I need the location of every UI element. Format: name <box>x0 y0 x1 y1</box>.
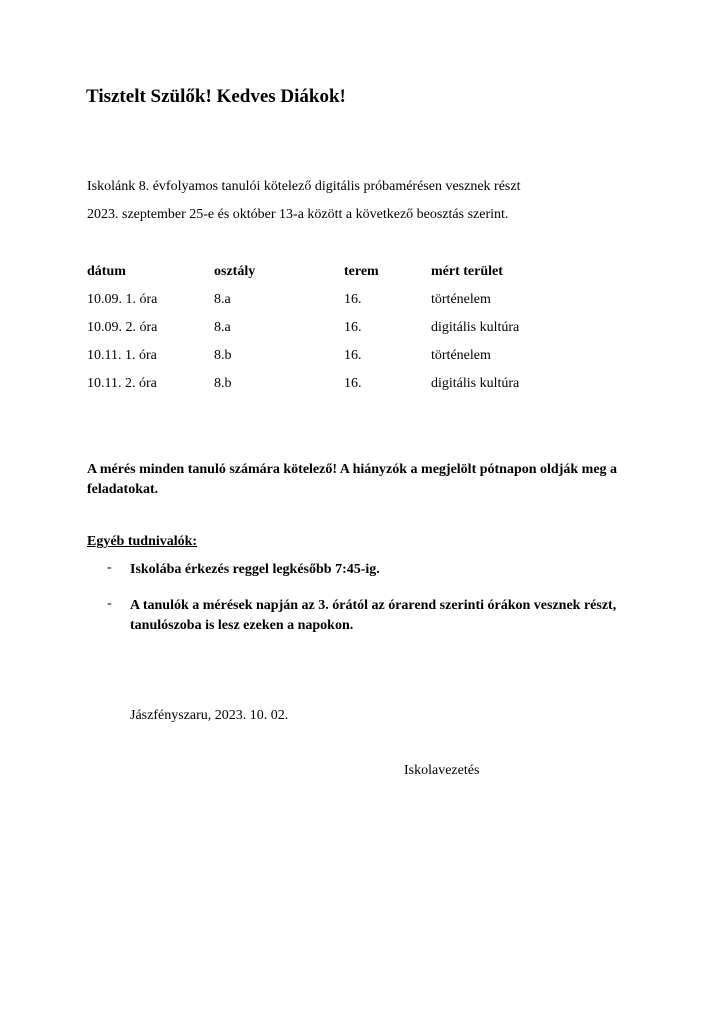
mandatory-notice: A mérés minden tanuló számára kötelező! A hiányzók a megjelölt pótnapon oldják meg a feladatokat. <box>87 462 618 497</box>
table-cell-class: 8.a <box>214 292 231 307</box>
table-cell-subject: digitális kultúra <box>431 320 520 335</box>
table-cell-date: 10.09. 1. óra <box>87 292 158 307</box>
table-cell-class: 8.b <box>214 376 232 391</box>
table-cell-date: 10.11. 2. óra <box>87 376 157 391</box>
table-header-class: osztály <box>214 264 256 279</box>
table-cell-subject: digitális kultúra <box>431 376 520 391</box>
signature: Iskolavezetés <box>404 763 480 778</box>
table-cell-date: 10.11. 1. óra <box>87 348 157 363</box>
table-cell-room: 16. <box>344 376 362 391</box>
table-cell-room: 16. <box>344 320 362 335</box>
place-and-date: Jászfényszaru, 2023. 10. 02. <box>130 708 289 723</box>
table-cell-date: 10.09. 2. óra <box>87 320 158 335</box>
greeting-heading: Tisztelt Szülők! Kedves Diákok! <box>86 86 346 107</box>
table-header-room: terem <box>344 264 379 279</box>
intro-line-2: 2023. szeptember 25-e és október 13-a között a következő beosztás szerint. <box>87 207 509 222</box>
table-cell-room: 16. <box>344 292 362 307</box>
other-info-heading: Egyéb tudnivalók: <box>87 534 198 549</box>
bullet-dash: - <box>107 596 112 611</box>
table-cell-subject: történelem <box>431 348 491 363</box>
bullet-arrival-time: Iskolába érkezés reggel legkésőbb 7:45-ig. <box>130 562 380 577</box>
table-cell-subject: történelem <box>431 292 491 307</box>
table-header-subject: mért terület <box>431 264 503 279</box>
table-cell-class: 8.a <box>214 320 231 335</box>
intro-line-1: Iskolánk 8. évfolyamos tanulói kötelező digitális próbamérésen vesznek részt <box>87 179 521 194</box>
bullet-dash: - <box>107 560 112 575</box>
table-cell-room: 16. <box>344 348 362 363</box>
table-cell-class: 8.b <box>214 348 232 363</box>
table-header-date: dátum <box>87 264 126 279</box>
bullet-lessons-info: A tanulók a mérések napján az 3. órától az órarend szerinti órákon vesznek részt, tanulószoba is lesz ezeken a napokon. <box>130 598 617 633</box>
